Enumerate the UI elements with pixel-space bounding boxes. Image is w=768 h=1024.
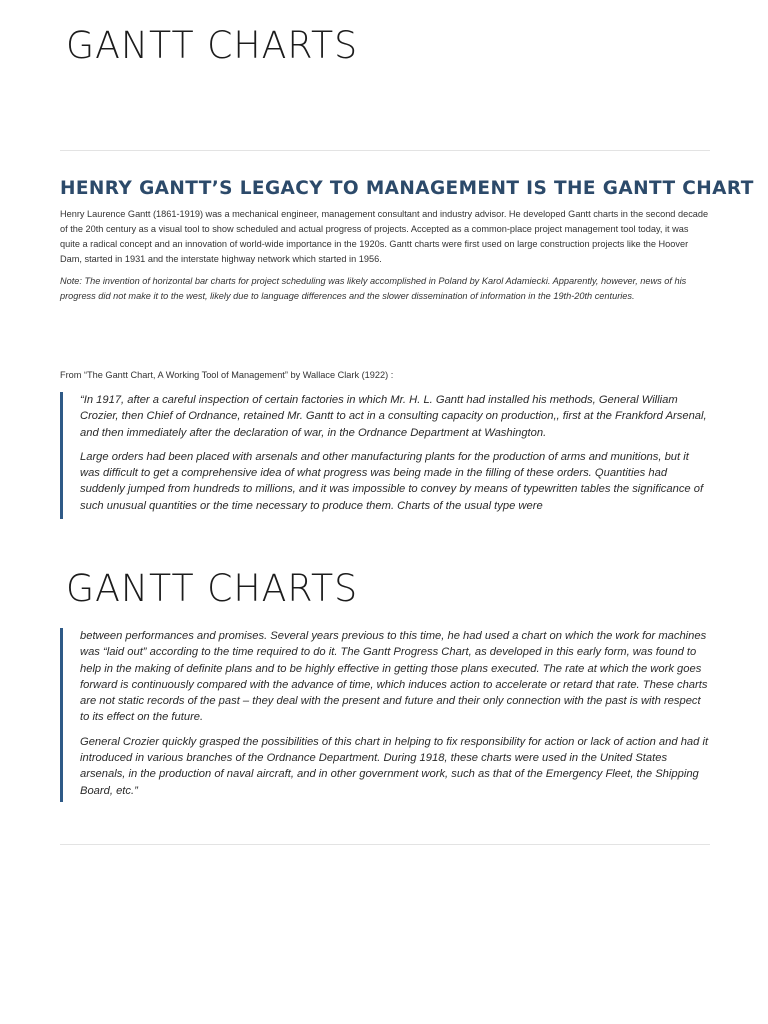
note-paragraph: Note: The invention of horizontal bar charts for project scheduling was likely accomplished in Poland by Karol Adamiecki. Apparently, however, news of his progress did not make it to the west, likely due to language differences and the slower dissemination of information in the 19th-20th centuries. xyxy=(60,276,687,301)
section-heading: HENRY GANTT’S LEGACY TO MANAGEMENT IS THE GANTT CHART xyxy=(60,178,754,199)
quote-paragraph: General Crozier quickly grasped the possibilities of this chart in helping to fix responsibility for action or lack of action and had it introduced in various branches of the Ordnance Department. During 1918, these charts were used in the United States arsenals, in the production of naval aircraft, and in other government work, such as that of the Emergency Fleet, the Shipping Board, etc.” xyxy=(80,735,709,797)
divider xyxy=(60,844,710,845)
divider xyxy=(60,150,710,151)
intro-paragraph: Henry Laurence Gantt (1861-1919) was a mechanical engineer, management consultant and industry advisor. He developed Gantt charts in the second decade of the 20th century as a visual tool to show scheduled and actual progress of projects. Accepted as a common-place project management tool today, it was quite a radical concept and an innovation of world-wide importance in the 1920s. Gantt charts were first used on large construction projects like the Hoover Dam, started in 1931 and the interstate highway network which started in 1956. xyxy=(60,209,709,264)
page-banner-title: GANTT CHARTS xyxy=(66,24,359,67)
quote-paragraph: “In 1917, after a careful inspection of certain factories in which Mr. H. L. Gantt had installed his methods, General William Crozier, then Chief of Ordnance, retained Mr. Gantt to act in a consulting capacity on production,, first at the Frankford Arsenal, and then immediately after the declaration of war, in the Ordnance Department at Washington. xyxy=(80,394,707,439)
source-citation: From “The Gantt Chart, A Working Tool of Management” by Wallace Clark (1922) : xyxy=(60,370,394,380)
block-quote xyxy=(60,628,710,802)
block-quote xyxy=(60,392,710,519)
page-banner-title: GANTT CHARTS xyxy=(66,567,359,610)
quote-paragraph: between performances and promises. Several years previous to this time, he had used a chart on which the work for machines was “laid out” according to the time required to do it. The Gantt Progress Chart, as developed in this early form, was found to help in the making of definite plans and to be highly effective in getting those plans executed. The rate at which the work goes forward is continuously compared with the advance of time, which induces action to accelerate or retard that rate. These charts are not static records of the past – they deal with the present and future and their only connection with the past is with respect to its effect on the future. xyxy=(80,630,708,724)
quote-paragraph: Large orders had been placed with arsenals and other manufacturing plants for the production of arms and munitions, but it was difficult to get a comprehensive idea of what progress was being made in the filling of these orders. Quantities had suddenly jumped from hundreds to millions, and it was impossible to convey by means of typewritten tables the significance of such unusual quantities or the time necessary to produce them. Charts of the usual type were xyxy=(80,450,704,512)
